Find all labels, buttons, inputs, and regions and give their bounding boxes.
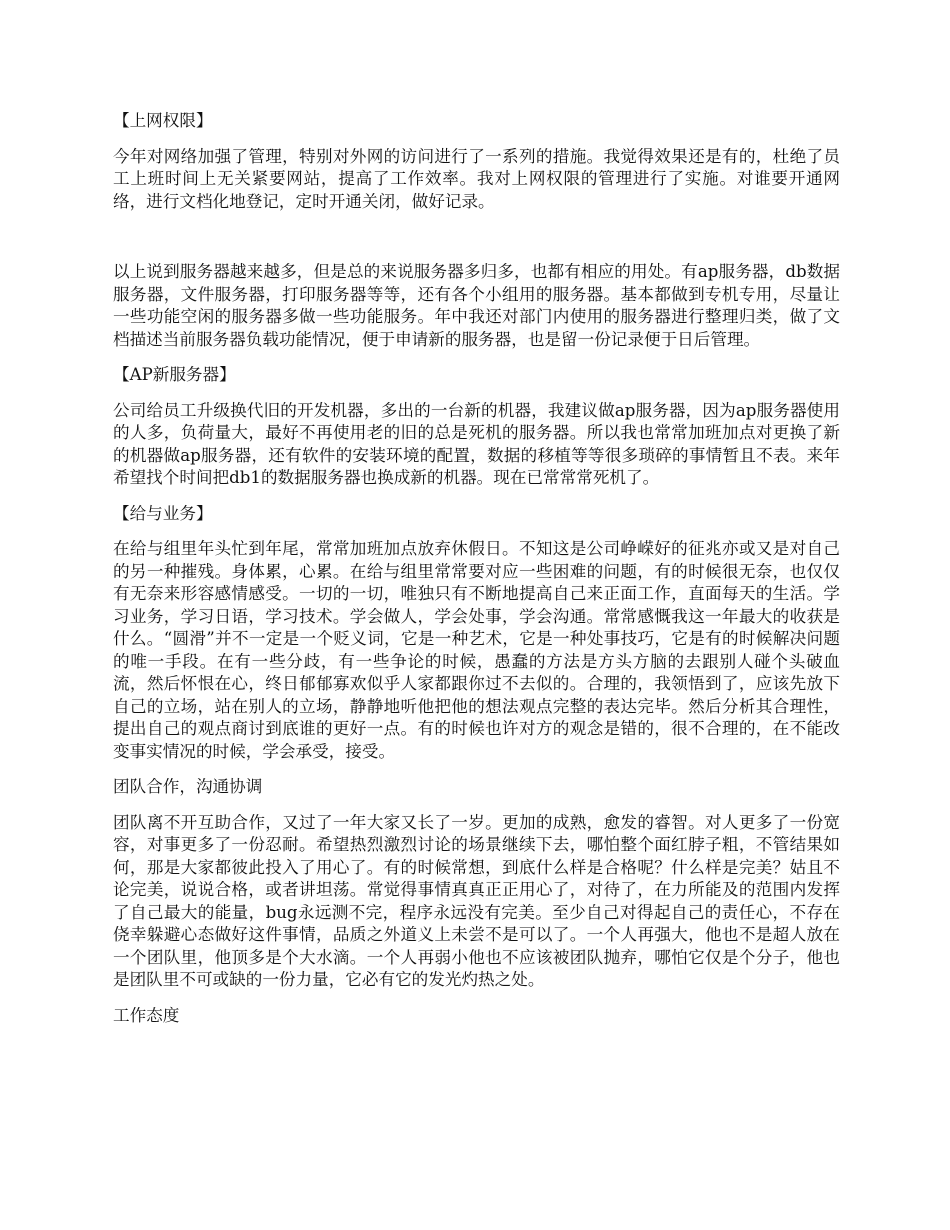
paragraph-teamwork: 团队离不开互助合作，又过了一年大家又长了一岁。更加的成熟，愈发的睿智。对人更多了一份宽容，对事更多了一份忍耐。希望热烈激烈讨论的场景继续下去，哪怕整个面红脖子粗，不管结果如何，那是大家都彼此投入了用心了。有的时候常想，到底什么样是合格呢？什么样是完美？姑且不论完美，说说合格，或者讲坦荡。常觉得事情真真正正用心了，对待了，在力所能及的范围内发挥了自己最大的能量，bug永远测不完，程序永远没有完美。至少自己对得起自己的责任心，不存在侥幸躲避心态做好这件事情，品质之外道义上未尝不是可以了。一个人再强大，他也不是超人放在一个团队里，他顶多是个大水滴。一个人再弱小他也不应该被团队抛弃，哪怕它仅是个分子，他也是团队里不可或缺的一份力量，它必有它的发光灼热之处。 [113,812,840,989]
spacer [113,351,840,364]
spacer [113,799,840,812]
section-heading-internet-permission: 【上网权限】 [113,111,213,130]
paragraph-internet-permission: 今年对网络加强了管理，特别对外网的访问进行了一系列的措施。我觉得效果还是有的，杜绝了员工上班时间上无关紧要网站，提高了工作效率。我对上网权限的管理进行了实施。对谁要开通网络，进行文档化地登记，定时开通关闭，做好记录。 [113,146,840,211]
paragraph-business: 在给与组里年头忙到年尾，常常加班加点放弃休假日。不知这是公司峥嵘好的征兆亦或又是对自己的另一种摧残。身体累，心累。在给与组里常常要对应一些困难的问题，有的时候很无奈，也仅仅有无奈来形容感情感受。一切的一切，唯独只有不断地提高自己来正面工作，直面每天的生活。学习业务，学习日语，学习技术。学会做人，学会处事，学会沟通。常常感慨我这一年最大的收获是什么。“圆滑”并不一定是一个贬义词，它是一种艺术，它是一种处事技巧，它是有的时候解决问题的唯一手段。在有一些分歧，有一些争论的时候，愚蠢的方法是方头方脑的去跟别人碰个头破血流，然后怀恨在心，终日郁郁寡欢似乎人家都跟你过不去似的。合理的，我领悟到了，应该先放下自己的立场，站在别人的立场，静静地听他把他的想法观点完整的表达完毕。然后分析其合理性，提出自己的观点商讨到底谁的更好一点。有的时候也许对方的观念是错的，很不合理的，在不能改变事实情况的时候，学会承受，接受。 [113,539,840,761]
section-heading-business: 【给与业务】 [113,503,213,523]
spacer [113,213,840,261]
paragraph-servers: 以上说到服务器越来越多，但是总的来说服务器多归多，也都有相应的用处。有ap服务器，db数据服务器，文件服务器，打印服务器等等，还有各个小组用的服务器。基本都做到专机专用，尽量让一些功能空闲的服务器多做一些功能服务。年中我还对部门内使用的服务器进行整理归类，做了文档描述当前服务器负载功能情况，便于申请新的服务器，也是留一份记录便于日后管理。 [113,262,840,349]
spacer [113,763,840,776]
section-heading-ap-server: 【AP新服务器】 [113,365,236,384]
spacer [113,490,840,503]
spacer [113,133,840,146]
paragraph-ap-server: 公司给员工升级换代旧的开发机器，多出的一台新的机器，我建议做ap服务器，因为ap服务器使用的人多，负荷量大，最好不再使用老的旧的总是死机的服务器。所以我也常常加班加点对更换了新的机器做ap服务器，还有软件的安装环境的配置，数据的移植等等很多琐碎的事情暂且不表。来年希望找个时间把db1的数据服务器也换成新的机器。现在已常常常死机了。 [113,400,840,487]
spacer [113,387,840,400]
spacer [113,525,840,538]
section-heading-work-attitude: 工作态度 [113,1005,180,1025]
document-page [113,110,840,1027]
spacer [113,992,840,1005]
section-heading-teamwork: 团队合作，沟通协调 [113,777,263,796]
